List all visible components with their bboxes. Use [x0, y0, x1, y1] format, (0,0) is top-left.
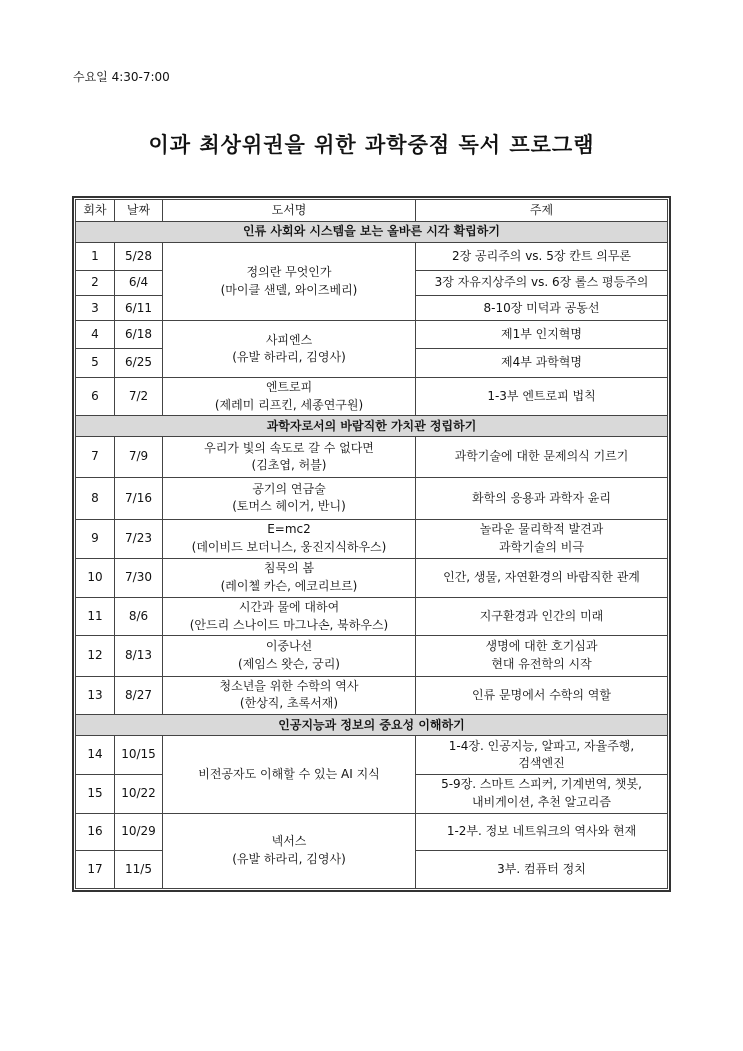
- table-row: [76, 519, 668, 558]
- book-author: (한상직, 초록서재): [239, 696, 339, 711]
- session-round: 10: [76, 558, 115, 598]
- book-author: (레이첼 카슨, 에코리브르): [220, 578, 358, 593]
- book-cell: [163, 321, 416, 377]
- session-date: 7/2: [115, 377, 163, 416]
- book-title: 공기의 연금술: [252, 482, 326, 497]
- book-title: 정의란 무엇인가: [246, 265, 332, 280]
- session-topic: [416, 676, 668, 715]
- book-title: 우리가 빛의 속도로 갈 수 없다면: [204, 440, 374, 455]
- session-topic: [416, 598, 668, 636]
- book-cell: [163, 478, 416, 520]
- session-round: 8: [76, 478, 115, 520]
- session-date: 7/9: [115, 437, 163, 478]
- table-row: [76, 676, 668, 715]
- book-author: (제임스 왓슨, 궁리): [238, 656, 340, 671]
- session-date: 6/18: [115, 321, 163, 349]
- header-date: 날짜: [115, 200, 163, 222]
- session-date: 6/11: [115, 296, 163, 321]
- session-round: 15: [76, 774, 115, 813]
- table-row: [76, 558, 668, 598]
- section-title: 인공지능과 정보의 중요성 이해하기: [76, 715, 668, 736]
- table-row: [76, 598, 668, 636]
- book-title: 엔트로피: [265, 380, 313, 395]
- topic-line: 1-3부 엔트로피 법칙: [487, 388, 596, 403]
- header-book: 도서명: [163, 200, 416, 222]
- header-round: 회차: [76, 200, 115, 222]
- session-round: 14: [76, 736, 115, 775]
- table-row: [76, 242, 668, 270]
- session-round: 12: [76, 635, 115, 676]
- session-date: 5/28: [115, 242, 163, 270]
- book-cell: [163, 598, 416, 636]
- page-title: 이과 최상위권을 위한 과학중점 독서 프로그램: [148, 133, 595, 157]
- session-round: 11: [76, 598, 115, 636]
- book-title: 비전공자도 이해할 수 있는 AI 지식: [198, 766, 380, 781]
- section-header-row: [76, 416, 668, 437]
- topic-line: 3장 자유지상주의 vs. 6장 롤스 평등주의: [434, 275, 649, 290]
- book-title: 시간과 물에 대하여: [238, 600, 340, 615]
- book-title: 넥서스: [271, 834, 307, 849]
- session-topic: [416, 851, 668, 889]
- book-title: 사피엔스: [265, 332, 313, 347]
- topic-line: 8-10장 미덕과 공동선: [483, 300, 600, 315]
- session-topic: [416, 558, 668, 598]
- session-round: 17: [76, 851, 115, 889]
- session-topic: [416, 296, 668, 321]
- book-title: 청소년을 위한 수학의 역사: [219, 679, 359, 694]
- session-topic: [416, 321, 668, 349]
- session-date: 8/6: [115, 598, 163, 636]
- session-date: 10/22: [115, 774, 163, 813]
- table-row: [76, 377, 668, 416]
- section-header-row: [76, 221, 668, 242]
- book-title: 침묵의 봄: [263, 561, 315, 576]
- book-cell: [163, 635, 416, 676]
- session-topic: [416, 242, 668, 270]
- topic-line: 2장 공리주의 vs. 5장 칸트 의무론: [451, 248, 632, 263]
- topic-line: 현대 유전학의 시작: [491, 656, 592, 671]
- session-date: 7/23: [115, 519, 163, 558]
- session-round: 2: [76, 271, 115, 296]
- topic-line: 검색엔진: [518, 756, 565, 771]
- section-header-row: [76, 715, 668, 736]
- session-date: 11/5: [115, 851, 163, 889]
- session-round: 6: [76, 377, 115, 416]
- topic-line: 내비게이션, 추천 알고리즘: [472, 794, 611, 809]
- book-author: (안드리 스나이드 마그나손, 북하우스): [189, 617, 389, 632]
- topic-line: 제1부 인지혁명: [500, 327, 582, 342]
- section-title: 인류 사회와 시스템을 보는 올바른 시각 확립하기: [76, 221, 668, 242]
- session-round: 5: [76, 349, 115, 377]
- reading-program-table-wrapper: [72, 196, 671, 892]
- topic-line: 5-9장. 스마트 스피커, 기계번역, 챗봇,: [441, 777, 642, 792]
- header-topic: 주제: [416, 200, 668, 222]
- session-date: 7/30: [115, 558, 163, 598]
- session-date: 10/15: [115, 736, 163, 775]
- schedule-time: 수요일 4:30-7:00: [73, 70, 170, 84]
- section-title: 과학자로서의 바람직한 가치관 정립하기: [76, 416, 668, 437]
- session-round: 4: [76, 321, 115, 349]
- topic-line: 화학의 응용과 과학자 윤리: [472, 490, 611, 505]
- session-round: 9: [76, 519, 115, 558]
- topic-line: 지구환경과 인간의 미래: [479, 608, 604, 623]
- session-topic: [416, 271, 668, 296]
- session-topic: [416, 377, 668, 416]
- book-author: (유발 하라리, 김영사): [232, 349, 346, 364]
- book-cell: [163, 242, 416, 320]
- session-date: 8/27: [115, 676, 163, 715]
- table-row: [76, 437, 668, 478]
- book-cell: [163, 558, 416, 598]
- session-topic: [416, 635, 668, 676]
- session-date: 7/16: [115, 478, 163, 520]
- book-cell: [163, 437, 416, 478]
- session-round: 7: [76, 437, 115, 478]
- book-author: (토머스 헤이거, 반니): [232, 499, 346, 514]
- topic-line: 인류 문명에서 수학의 역할: [472, 687, 611, 702]
- topic-line: 1-2부. 정보 네트워크의 역사와 현재: [446, 824, 637, 839]
- table-row: [76, 635, 668, 676]
- book-cell: [163, 377, 416, 416]
- book-cell: [163, 813, 416, 888]
- book-author: (마이클 샌델, 와이즈베리): [220, 282, 358, 297]
- topic-line: 1-4장. 인공지능, 알파고, 자율주행,: [448, 738, 635, 753]
- topic-line: 3부. 컴퓨터 정치: [497, 861, 586, 876]
- book-cell: [163, 519, 416, 558]
- session-topic: [416, 478, 668, 520]
- session-topic: [416, 519, 668, 558]
- topic-line: 놀라운 물리학적 발견과: [479, 522, 604, 537]
- session-round: 13: [76, 676, 115, 715]
- session-topic: [416, 349, 668, 377]
- session-round: 3: [76, 296, 115, 321]
- table-row: [76, 813, 668, 851]
- table-row: [76, 478, 668, 520]
- book-title: 이중나선: [265, 639, 313, 654]
- session-date: 6/25: [115, 349, 163, 377]
- reading-program-table: [75, 199, 668, 889]
- topic-line: 제4부 과학혁명: [500, 355, 582, 370]
- table-header-row: [76, 200, 668, 222]
- book-author: (데이비드 보더니스, 웅진지식하우스): [191, 539, 387, 554]
- topic-line: 인간, 생물, 자연환경의 바람직한 관계: [443, 570, 640, 585]
- topic-line: 과학기술에 대한 문제의식 기르기: [454, 449, 629, 464]
- book-author: (유발 하라리, 김영사): [232, 851, 346, 866]
- session-date: 10/29: [115, 813, 163, 851]
- book-cell: [163, 736, 416, 813]
- table-row: [76, 321, 668, 349]
- session-topic: [416, 774, 668, 813]
- session-date: 8/13: [115, 635, 163, 676]
- topic-line: 과학기술의 비극: [499, 539, 584, 554]
- session-topic: [416, 437, 668, 478]
- book-cell: [163, 676, 416, 715]
- session-round: 1: [76, 242, 115, 270]
- session-topic: [416, 813, 668, 851]
- session-date: 6/4: [115, 271, 163, 296]
- topic-line: 생명에 대한 호기심과: [485, 639, 598, 654]
- book-author: (제레미 리프킨, 세종연구원): [214, 397, 364, 412]
- session-round: 16: [76, 813, 115, 851]
- session-topic: [416, 736, 668, 775]
- book-title: E=mc2: [267, 522, 311, 537]
- book-author: (김초엽, 허블): [251, 458, 327, 473]
- table-row: [76, 736, 668, 775]
